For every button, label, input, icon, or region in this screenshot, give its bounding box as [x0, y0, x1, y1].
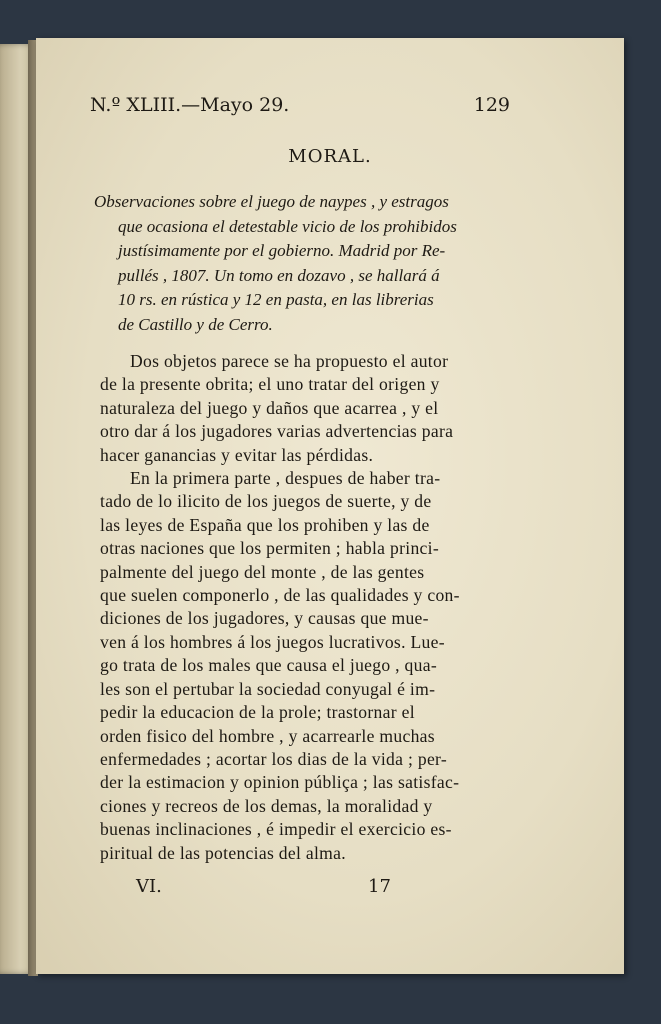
- body-line: pedir la educacion de la prole; trastornar el: [100, 702, 415, 723]
- citation-line: 10 rs. en rústica y 12 en pasta, en las librerias: [118, 290, 434, 309]
- body-line: ciones y recreos de los demas, la moralidad y: [100, 795, 433, 816]
- page-number: 129: [473, 94, 510, 116]
- body-line: Dos objetos parece se ha propuesto el autor: [130, 351, 449, 371]
- body-line: les son el pertubar la sociedad conyugal é im-: [100, 678, 436, 699]
- body-line: diciones de los jugadores, y causas que mue-: [100, 608, 429, 629]
- book-page: [36, 38, 624, 974]
- book-citation: [94, 190, 522, 337]
- body-line: naturaleza del juego y daños que acarrea , y el: [100, 397, 439, 418]
- volume-number: VI.: [136, 876, 162, 897]
- body-line: enfermedades ; acortar los dias de la vida ; per-: [100, 748, 448, 769]
- body-line: go trata de los males que causa el juego , qua-: [100, 655, 438, 676]
- body-line: En la primera parte , despues de haber tra-: [130, 468, 441, 489]
- citation-line: justísimamente por el gobierno. Madrid por Re-: [118, 241, 446, 260]
- body-line: otro dar á los jugadores varias advertencias para: [100, 421, 454, 442]
- citation-line: pullés , 1807. Un tomo en dozavo , se hallará á: [118, 265, 440, 285]
- section-title: MORAL.: [288, 146, 372, 167]
- body-line: que suelen componerlo , de las qualidades y con-: [100, 585, 460, 606]
- body-line: palmente del juego del monte , de las gentes: [100, 561, 425, 582]
- body-line: de la presente obrita; el uno tratar del origen y: [100, 374, 440, 395]
- page-footer: [136, 876, 416, 897]
- body-line: las leyes de España que los prohiben y las de: [100, 514, 430, 535]
- body-line: der la estimacion y opinion públiça ; las satisfac-: [100, 772, 460, 793]
- signature-mark: 17: [368, 876, 391, 897]
- issue-number-date: N.º XLIII.—Mayo 29.: [90, 94, 290, 116]
- body-line: orden fisico del hombre , y acarrearle muchas: [100, 725, 435, 746]
- running-header: [90, 94, 510, 116]
- body-line: tado de lo ilicito de los juegos de suerte, y de: [100, 491, 432, 512]
- body-line: piritual de las potencias del alma.: [100, 842, 346, 863]
- article-body: [100, 350, 530, 865]
- body-line: otras naciones que los permiten ; habla princi-: [100, 538, 439, 559]
- body-line: ven á los hombres á los juegos lucrativos. Lue-: [100, 631, 445, 652]
- citation-line: Observaciones sobre el juego de naypes , y estragos: [94, 192, 449, 211]
- body-line: hacer ganancias y evitar las pérdidas.: [100, 444, 374, 465]
- citation-line: de Castillo y de Cerro.: [118, 314, 273, 334]
- citation-line: que ocasiona el detestable vicio de los prohibidos: [118, 216, 457, 236]
- body-line: buenas inclinaciones , é impedir el exercicio es-: [100, 819, 452, 840]
